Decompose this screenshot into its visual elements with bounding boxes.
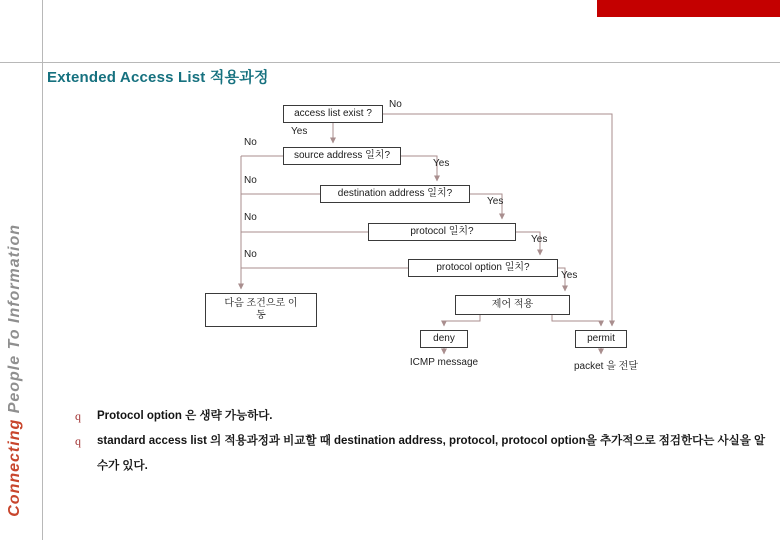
node-protocol-match: protocol 일치? — [368, 223, 516, 241]
label-no-protocol: No — [244, 212, 257, 223]
sidebar-branding — [6, 222, 24, 518]
page-title: Extended Access List 적용과정 — [47, 69, 269, 86]
node-apply-action: 제어 적용 — [455, 295, 570, 315]
node-destination-address-match: destination address 일치? — [320, 185, 470, 203]
vertical-brand-text — [6, 224, 24, 517]
node-permit: permit — [575, 330, 627, 348]
bullet-marker-icon: q — [75, 409, 81, 423]
top-right-accent-bar — [597, 0, 780, 17]
bullet-marker-icon: q — [75, 434, 81, 448]
label-yes-protocol: Yes — [531, 234, 548, 245]
label-yes-destination: Yes — [487, 196, 504, 207]
label-yes-exist: Yes — [291, 126, 308, 137]
bullet-text: standard access list 의 적용과정과 비교할 때 destination address, protocol, protocol option을 추가적으로 점검한다는 사실을 알 수가 있다. — [97, 435, 766, 472]
top-rule — [0, 62, 780, 63]
text-icmp-message: ICMP message — [409, 357, 479, 368]
label-no-protocol-option: No — [244, 249, 257, 260]
bullet-text: Protocol option 은 생략 가능하다. — [97, 410, 273, 422]
label-no-source: No — [244, 137, 257, 148]
brand-words-rest: People To Information — [6, 223, 23, 419]
text-packet-forward: packet 을 전달 — [574, 361, 638, 372]
label-no-exist: No — [389, 99, 402, 110]
notes-section — [75, 404, 770, 479]
brand-word-connecting: Connecting — [6, 418, 23, 517]
node-source-address-match: source address 일치? — [283, 147, 401, 165]
bullet-item — [75, 404, 770, 429]
label-yes-protocol-option: Yes — [561, 270, 578, 281]
bullet-item — [75, 429, 770, 479]
label-no-destination: No — [244, 175, 257, 186]
label-yes-source: Yes — [433, 158, 450, 169]
node-access-list-exist: access list exist ? — [283, 105, 383, 123]
node-protocol-option-match: protocol option 일치? — [408, 259, 558, 277]
node-deny: deny — [420, 330, 468, 348]
left-rule — [42, 0, 43, 540]
node-next-condition: 다음 조건으로 이동 — [205, 293, 317, 327]
